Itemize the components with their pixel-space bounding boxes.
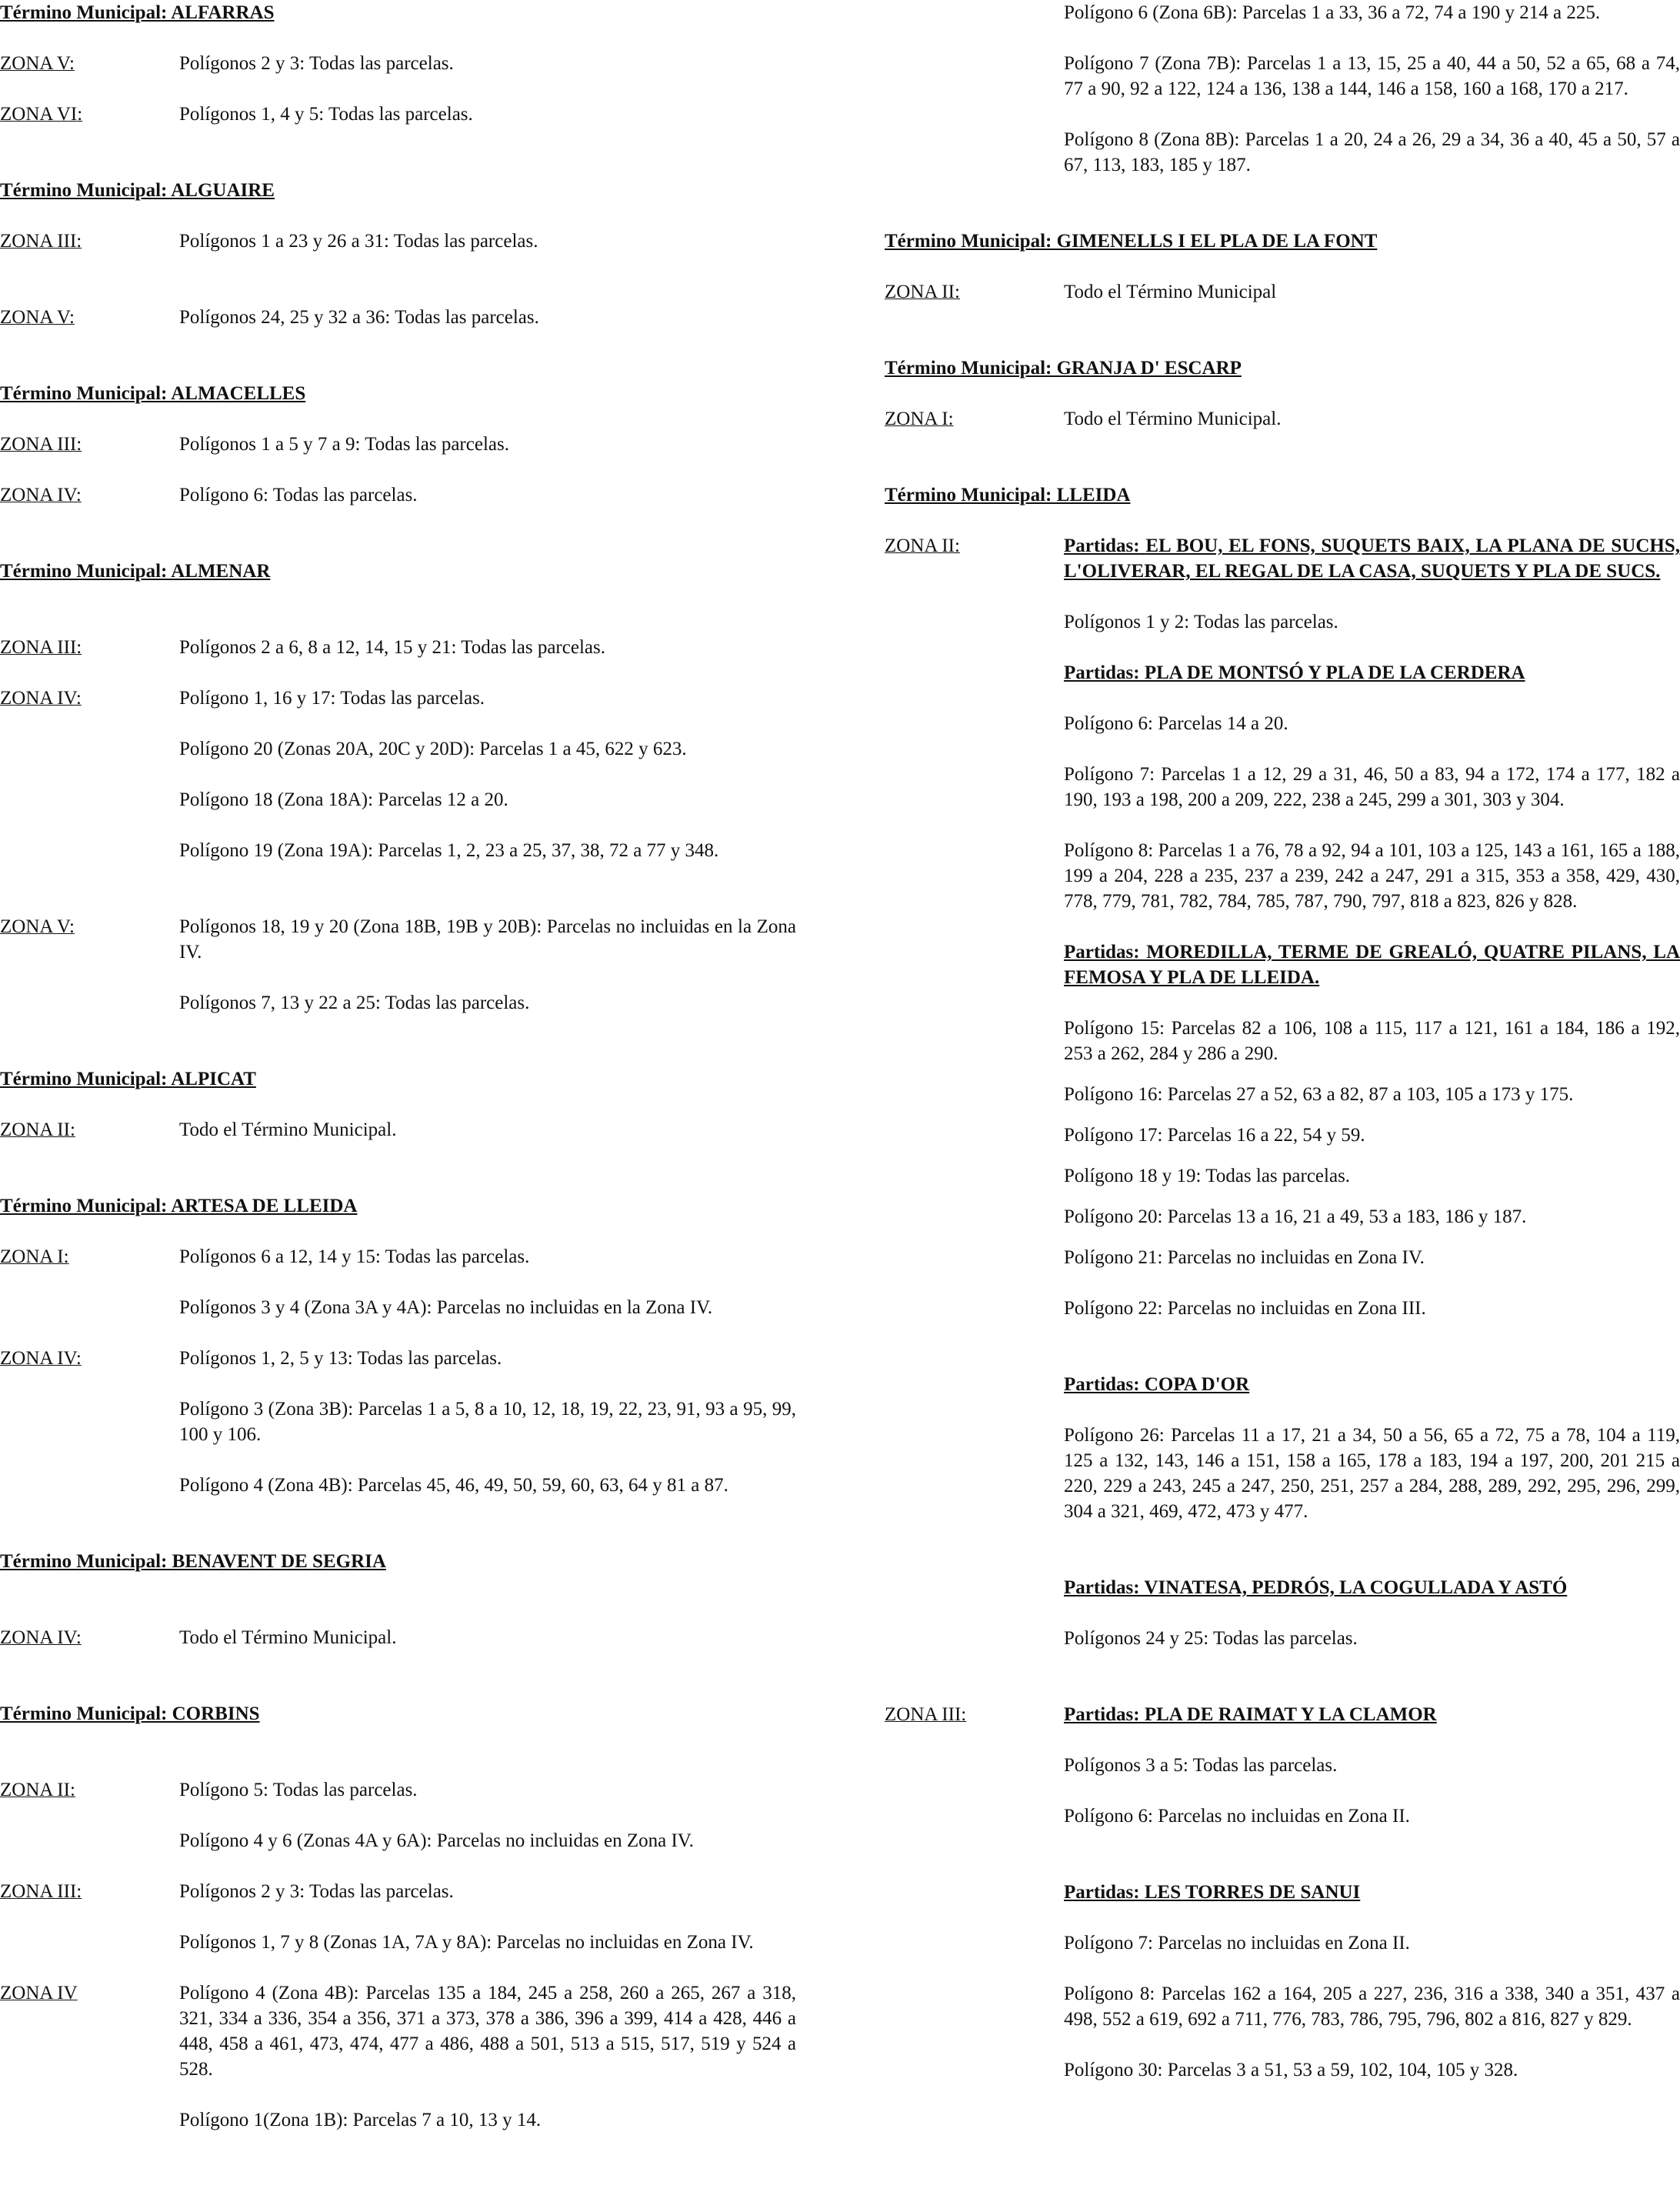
- zone-text: Polígono 7 (Zona 7B): Parcelas 1 a 13, 15, 25 a 40, 44 a 50, 52 a 65, 68 a 74, 77 a 90, 92 a 122, 124 a 136, 138 a 144, 146 a 158, 160 a 168, 170 a 217.: [1064, 53, 1680, 99]
- termino-title: Término Municipal: ALGUAIRE: [0, 180, 275, 201]
- zone-text: Polígono 3 (Zona 3B): Parcelas 1 a 5, 8 a 10, 12, 18, 19, 22, 23, 91, 93 a 95, 99, 100 y 106.: [179, 1399, 796, 1445]
- zone-label: ZONA III:: [0, 1881, 82, 1902]
- termino-title: Término Municipal: ARTESA DE LLEIDA: [0, 1196, 358, 1216]
- zone-text: Polígonos 6 a 12, 14 y 15: Todas las parcelas.: [179, 1246, 530, 1267]
- zone-row: [885, 1016, 1680, 1066]
- zone-label: ZONA IV: [0, 1983, 78, 2003]
- zone-row: [0, 1473, 796, 1498]
- zone-row: [0, 305, 796, 330]
- zone-label: ZONA III:: [0, 637, 82, 658]
- zone-text: Polígonos 1 a 23 y 26 a 31: Todas las parcelas.: [179, 231, 538, 252]
- zone-label: ZONA IV:: [0, 1348, 82, 1369]
- zone-row: [0, 1625, 796, 1650]
- zone-row: [0, 102, 796, 127]
- partida-heading: Partidas: MOREDILLA, TERME DE GREALÓ, QUATRE PILANS, LA FEMOSA Y PLA DE LLEIDA.: [1064, 942, 1680, 988]
- zone-text: Polígonos 3 a 5: Todas las parcelas.: [1064, 1755, 1338, 1776]
- termino-title: Término Municipal: LLEIDA: [885, 485, 1131, 505]
- zone-row: [0, 482, 796, 508]
- zone-text: Polígono 1(Zona 1B): Parcelas 7 a 10, 13 y 14.: [179, 2110, 542, 2130]
- zone-row: [885, 279, 1680, 305]
- zone-row: [885, 939, 1680, 990]
- zone-row: [885, 1372, 1680, 1397]
- zone-row: [885, 1204, 1680, 1229]
- zone-text: Polígonos 1, 7 y 8 (Zonas 1A, 7A y 8A): Parcelas no incluidas en Zona IV.: [179, 1932, 754, 1953]
- zone-text: Polígono 8: Parcelas 1 a 76, 78 a 92, 94 a 101, 103 a 125, 143 a 161, 165 a 188, 199 a 204, 228 a 235, 237 a 239, 242 a 247, 291 a 315, 353 a 358, 429, 430, 778, 779, 781, 782, 784, 785, 787, 790, 797, 818 a 823, 826 y 828.: [1064, 840, 1680, 912]
- zone-row: [0, 686, 796, 711]
- zone-text: Polígono 8 (Zona 8B): Parcelas 1 a 20, 24 a 26, 29 a 34, 36 a 40, 45 a 50, 57 a 67, 113, 183, 185 y 187.: [1064, 129, 1680, 175]
- zone-row: [885, 406, 1680, 432]
- zone-text: Todo el Término Municipal: [1064, 282, 1277, 302]
- zone-row: [885, 51, 1680, 102]
- zone-text: Polígono 30: Parcelas 3 a 51, 53 a 59, 102, 104, 105 y 328.: [1064, 2060, 1518, 2080]
- zone-text: Polígono 6 (Zona 6B): Parcelas 1 a 33, 36 a 72, 74 a 190 y 214 a 225.: [1064, 2, 1601, 23]
- zone-row: [885, 1575, 1680, 1600]
- zone-row: [0, 1777, 796, 1803]
- zone-text: Polígono 21: Parcelas no incluidas en Zona IV.: [1064, 1247, 1425, 1268]
- zone-row: [885, 762, 1680, 812]
- zone-row: [0, 838, 796, 863]
- zone-row: [0, 914, 796, 965]
- zone-row: [0, 1980, 796, 2082]
- zone-row: [885, 1245, 1680, 1270]
- termino-title: Término Municipal: ALMENAR: [0, 561, 271, 582]
- right-column: [885, 0, 1680, 2083]
- zone-row: [0, 1828, 796, 1853]
- zone-text: Polígono 6: Todas las parcelas.: [179, 485, 418, 505]
- zone-row: [0, 787, 796, 812]
- zone-text: Polígono 16: Parcelas 27 a 52, 63 a 82, 87 a 103, 105 a 173 y 175.: [1064, 1084, 1574, 1105]
- zone-row: [0, 1117, 796, 1143]
- zone-label: ZONA IV:: [0, 688, 82, 709]
- zone-text: Polígono 4 (Zona 4B): Parcelas 135 a 184, 245 a 258, 260 a 265, 267 a 318, 321, 334 a 336, 354 a 356, 371 a 373, 378 a 386, 396 a 399, 414 a 428, 446 a 448, 458 a 461, 473, 474, 477 a 486, 488 a 501, 513 a 515, 517, 519 y 524 a 528.: [179, 1983, 796, 2080]
- zone-text: Polígono 1, 16 y 17: Todas las parcelas.: [179, 688, 485, 709]
- zone-label: ZONA I:: [885, 409, 954, 429]
- zone-row: [0, 1295, 796, 1320]
- partida-heading: Partidas: COPA D'OR: [1064, 1374, 1250, 1395]
- zone-text: Polígono 20 (Zonas 20A, 20C y 20D): Parcelas 1 a 45, 622 y 623.: [179, 739, 687, 759]
- zone-row: [885, 1626, 1680, 1651]
- partida-heading: Partidas: PLA DE RAIMAT Y LA CLAMOR: [1064, 1704, 1437, 1725]
- zone-text: Polígonos 2 a 6, 8 a 12, 14, 15 y 21: Todas las parcelas.: [179, 637, 605, 658]
- zone-row: [885, 1123, 1680, 1148]
- zone-row: [885, 1082, 1680, 1107]
- zone-row: [885, 711, 1680, 736]
- zone-text: Polígono 18 y 19: Todas las parcelas.: [1064, 1166, 1351, 1186]
- zone-row: [885, 2057, 1680, 2083]
- zone-text: Polígono 7: Parcelas 1 a 12, 29 a 31, 46, 50 a 83, 94 a 172, 174 a 177, 182 a 190, 193 a 198, 200 a 209, 222, 238 a 245, 299 a 301, 303 y 304.: [1064, 764, 1680, 810]
- termino-title: Término Municipal: ALMACELLES: [0, 383, 306, 404]
- zone-label: ZONA VI:: [0, 104, 83, 125]
- partida-heading: Partidas: PLA DE MONTSÓ Y PLA DE LA CERDERA: [1064, 662, 1525, 683]
- zone-row: [885, 1930, 1680, 1956]
- zone-label: ZONA IV:: [0, 485, 82, 505]
- zone-text: Polígono 6: Parcelas no incluidas en Zona II.: [1064, 1806, 1410, 1827]
- zone-row: [885, 1423, 1680, 1524]
- zone-row: [0, 1396, 796, 1447]
- partida-heading: Partidas: VINATESA, PEDRÓS, LA COGULLADA Y ASTÓ: [1064, 1577, 1568, 1598]
- termino-title: Término Municipal: ALPICAT: [0, 1069, 256, 1089]
- zone-label: ZONA II:: [885, 535, 960, 556]
- zone-row: [0, 1346, 796, 1371]
- zone-text: Todo el Término Municipal.: [179, 1627, 397, 1648]
- zone-text: Polígonos 1 y 2: Todas las parcelas.: [1064, 612, 1338, 632]
- termino-title: Término Municipal: GIMENELLS I EL PLA DE LA FONT: [885, 231, 1378, 252]
- termino-title: Término Municipal: BENAVENT DE SEGRIA: [0, 1551, 386, 1572]
- zone-row: [0, 2107, 796, 2133]
- zone-text: Polígonos 24, 25 y 32 a 36: Todas las parcelas.: [179, 307, 539, 328]
- zone-row: [0, 1244, 796, 1269]
- zone-row: [0, 990, 796, 1016]
- zone-text: Polígono 4 (Zona 4B): Parcelas 45, 46, 49, 50, 59, 60, 63, 64 y 81 a 87.: [179, 1475, 728, 1496]
- zone-label: ZONA IV:: [0, 1627, 82, 1648]
- zone-text: Polígono 17: Parcelas 16 a 22, 54 y 59.: [1064, 1125, 1365, 1146]
- zone-text: Polígono 8: Parcelas 162 a 164, 205 a 227, 236, 316 a 338, 340 a 351, 437 a 498, 552 a 619, 692 a 711, 776, 783, 786, 795, 796, 802 a 816, 827 y 829.: [1064, 1983, 1680, 2030]
- zone-row: [885, 1702, 1680, 1727]
- zone-label: ZONA I:: [0, 1246, 69, 1267]
- zone-row: [885, 533, 1680, 584]
- zone-text: Polígono 19 (Zona 19A): Parcelas 1, 2, 23 a 25, 37, 38, 72 a 77 y 348.: [179, 840, 719, 861]
- zone-row: [885, 1880, 1680, 1905]
- termino-title: Término Municipal: CORBINS: [0, 1703, 260, 1724]
- zone-row: [885, 609, 1680, 635]
- zone-label: ZONA II:: [885, 282, 960, 302]
- zone-row: [0, 229, 796, 254]
- zone-label: ZONA III:: [885, 1704, 967, 1725]
- zone-text: Polígonos 3 y 4 (Zona 3A y 4A): Parcelas no incluidas en la Zona IV.: [179, 1297, 713, 1318]
- zone-text: Polígonos 2 y 3: Todas las parcelas.: [179, 53, 454, 74]
- zone-row: [885, 127, 1680, 178]
- zone-label: ZONA II:: [0, 1119, 75, 1140]
- zone-row: [0, 635, 796, 660]
- zone-text: Polígonos 1, 4 y 5: Todas las parcelas.: [179, 104, 473, 125]
- zone-label: ZONA III:: [0, 434, 82, 455]
- zone-text: Polígono 6: Parcelas 14 a 20.: [1064, 713, 1288, 734]
- partida-heading: Partidas: EL BOU, EL FONS, SUQUETS BAIX, LA PLANA DE SUCHS, L'OLIVERAR, EL REGAL DE LA CASA, SUQUETS Y PLA DE SUCS.: [1064, 535, 1680, 582]
- zone-text: Polígonos 1, 2, 5 y 13: Todas las parcelas.: [179, 1348, 502, 1369]
- zone-label: ZONA II:: [0, 1780, 75, 1800]
- zone-row: [0, 51, 796, 76]
- zone-row: [885, 1163, 1680, 1189]
- zone-row: [885, 838, 1680, 914]
- zone-text: Polígonos 24 y 25: Todas las parcelas.: [1064, 1628, 1358, 1649]
- zone-row: [885, 1803, 1680, 1829]
- zone-text: Polígono 15: Parcelas 82 a 106, 108 a 115, 117 a 121, 161 a 184, 186 a 192, 253 a 262, 284 y 286 a 290.: [1064, 1018, 1680, 1064]
- zone-text: Todo el Término Municipal.: [1064, 409, 1282, 429]
- zone-text: Polígonos 1 a 5 y 7 a 9: Todas las parcelas.: [179, 434, 509, 455]
- zone-label: ZONA V:: [0, 307, 75, 328]
- termino-title: Término Municipal: ALFARRAS: [0, 2, 275, 23]
- zone-text: Polígono 18 (Zona 18A): Parcelas 12 a 20.: [179, 789, 508, 810]
- zone-row: [0, 1879, 796, 1904]
- termino-title: Término Municipal: GRANJA D' ESCARP: [885, 358, 1242, 379]
- zone-row: [0, 432, 796, 457]
- zone-label: ZONA V:: [0, 916, 75, 937]
- zone-text: Polígono 4 y 6 (Zonas 4A y 6A): Parcelas no incluidas en Zona IV.: [179, 1830, 694, 1851]
- zone-text: Polígonos 2 y 3: Todas las parcelas.: [179, 1881, 454, 1902]
- zone-row: [885, 1296, 1680, 1321]
- zone-label: ZONA V:: [0, 53, 75, 74]
- zone-text: Polígono 22: Parcelas no incluidas en Zona III.: [1064, 1298, 1426, 1319]
- zone-text: Polígonos 18, 19 y 20 (Zona 18B, 19B y 20B): Parcelas no incluidas en la Zona IV.: [179, 916, 796, 963]
- zone-text: Polígonos 7, 13 y 22 a 25: Todas las parcelas.: [179, 993, 530, 1013]
- left-column: [0, 0, 796, 2133]
- partida-heading: Partidas: LES TORRES DE SANUI: [1064, 1882, 1361, 1903]
- zone-text: Polígono 7: Parcelas no incluidas en Zona II.: [1064, 1933, 1410, 1953]
- zone-text: Todo el Término Municipal.: [179, 1119, 397, 1140]
- zone-row: [885, 0, 1680, 25]
- zone-row: [885, 1981, 1680, 2032]
- zone-row: [885, 1753, 1680, 1778]
- zone-row: [0, 1930, 796, 1955]
- zone-row: [885, 660, 1680, 686]
- zone-text: Polígono 20: Parcelas 13 a 16, 21 a 49, 53 a 183, 186 y 187.: [1064, 1206, 1527, 1227]
- zone-label: ZONA III:: [0, 231, 82, 252]
- zone-row: [0, 736, 796, 762]
- zone-text: Polígono 5: Todas las parcelas.: [179, 1780, 418, 1800]
- zone-text: Polígono 26: Parcelas 11 a 17, 21 a 34, 50 a 56, 65 a 72, 75 a 78, 104 a 119, 125 a 132, 143, 146 a 151, 158 a 165, 178 a 183, 194 a 197, 200, 201 215 a 220, 229 a 243, 245 a 247, 250, 251, 257 a 284, 288, 289, 292, 295, 296, 299, 304 a 321, 469, 472, 473 y 477.: [1064, 1425, 1680, 1522]
